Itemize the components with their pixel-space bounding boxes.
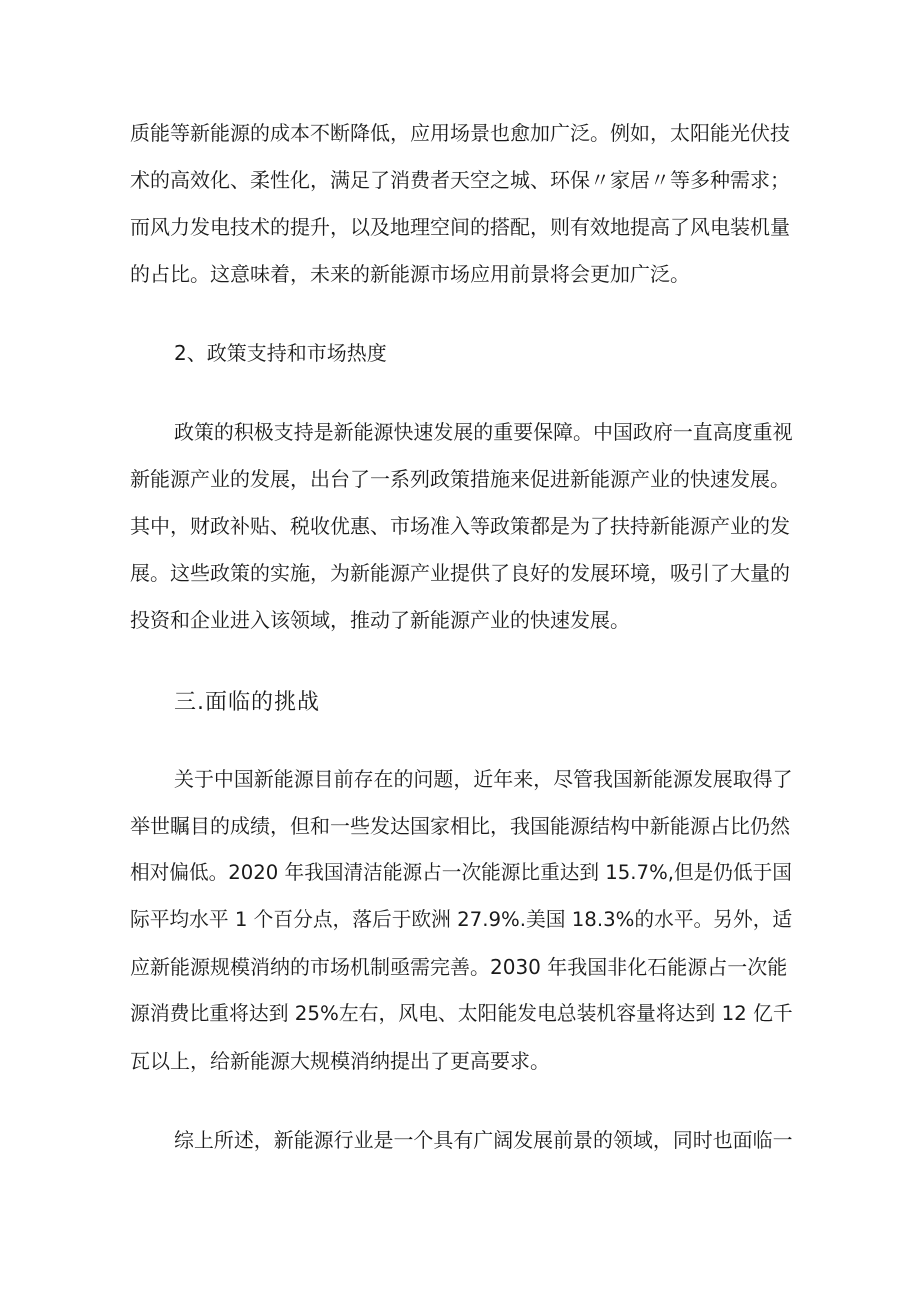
subheading-policy-support: 2、政策支持和市场热度 xyxy=(174,341,387,365)
paragraph-1-line-1: 质能等新能源的成本不断降低，应用场景也愈加广泛。例如，太阳能光伏技 xyxy=(130,121,790,145)
paragraph-3-line-3: 相对偏低。2020 年我国清洁能源占一次能源比重达到 15.7%,但是仍低于国 xyxy=(130,861,792,884)
paragraph-3-line-5: 应新能源规模消纳的市场机制亟需完善。2030 年我国非化石能源占一次能 xyxy=(130,955,788,979)
paragraph-3-line-6: 源消费比重将达到 25%左右，风电、太阳能发电总装机容量将达到 12 亿千 xyxy=(130,1002,793,1025)
paragraph-4-line-1: 综上所述，新能源行业是一个具有广阔发展前景的领域，同时也面临一 xyxy=(174,1128,793,1152)
paragraph-3-line-4: 际平均水平 1 个百分点，落后于欧洲 27.9%.美国 18.3%的水平。另外，适 xyxy=(130,908,793,931)
paragraph-3-line-7: 瓦以上，给新能源大规模消纳提出了更高要求。 xyxy=(130,1049,550,1073)
paragraph-1-line-4: 的占比。这意味着，未来的新能源市场应用前景将会更加广泛。 xyxy=(130,262,690,286)
paragraph-2-line-4: 展。这些政策的实施，为新能源产业提供了良好的发展环境，吸引了大量的 xyxy=(130,561,790,585)
section-heading-challenges: 三.面临的挑战 xyxy=(174,690,320,715)
paragraph-1-line-2: 术的高效化、柔性化，满足了消费者天空之城、环保〃家居〃等多种需求； xyxy=(130,168,790,192)
paragraph-2-line-1: 政策的积极支持是新能源快速发展的重要保障。中国政府一直高度重视 xyxy=(174,420,793,444)
paragraph-3-line-2: 举世瞩目的成绩，但和一些发达国家相比，我国能源结构中新能源占比仍然 xyxy=(130,814,790,838)
paragraph-1-line-3: 而风力发电技术的提升，以及地理空间的搭配，则有效地提高了风电装机量 xyxy=(130,215,790,239)
paragraph-2-line-2: 新能源产业的发展，出台了一系列政策措施来促进新能源产业的快速发展。 xyxy=(130,467,790,491)
paragraph-2-line-3: 其中，财政补贴、税收优惠、市场准入等政策都是为了扶持新能源产业的发 xyxy=(130,514,790,538)
paragraph-2-line-5: 投资和企业进入该领域，推动了新能源产业的快速发展。 xyxy=(130,608,630,632)
paragraph-3-line-1: 关于中国新能源目前存在的问题，近年来，尽管我国新能源发展取得了 xyxy=(174,767,793,791)
